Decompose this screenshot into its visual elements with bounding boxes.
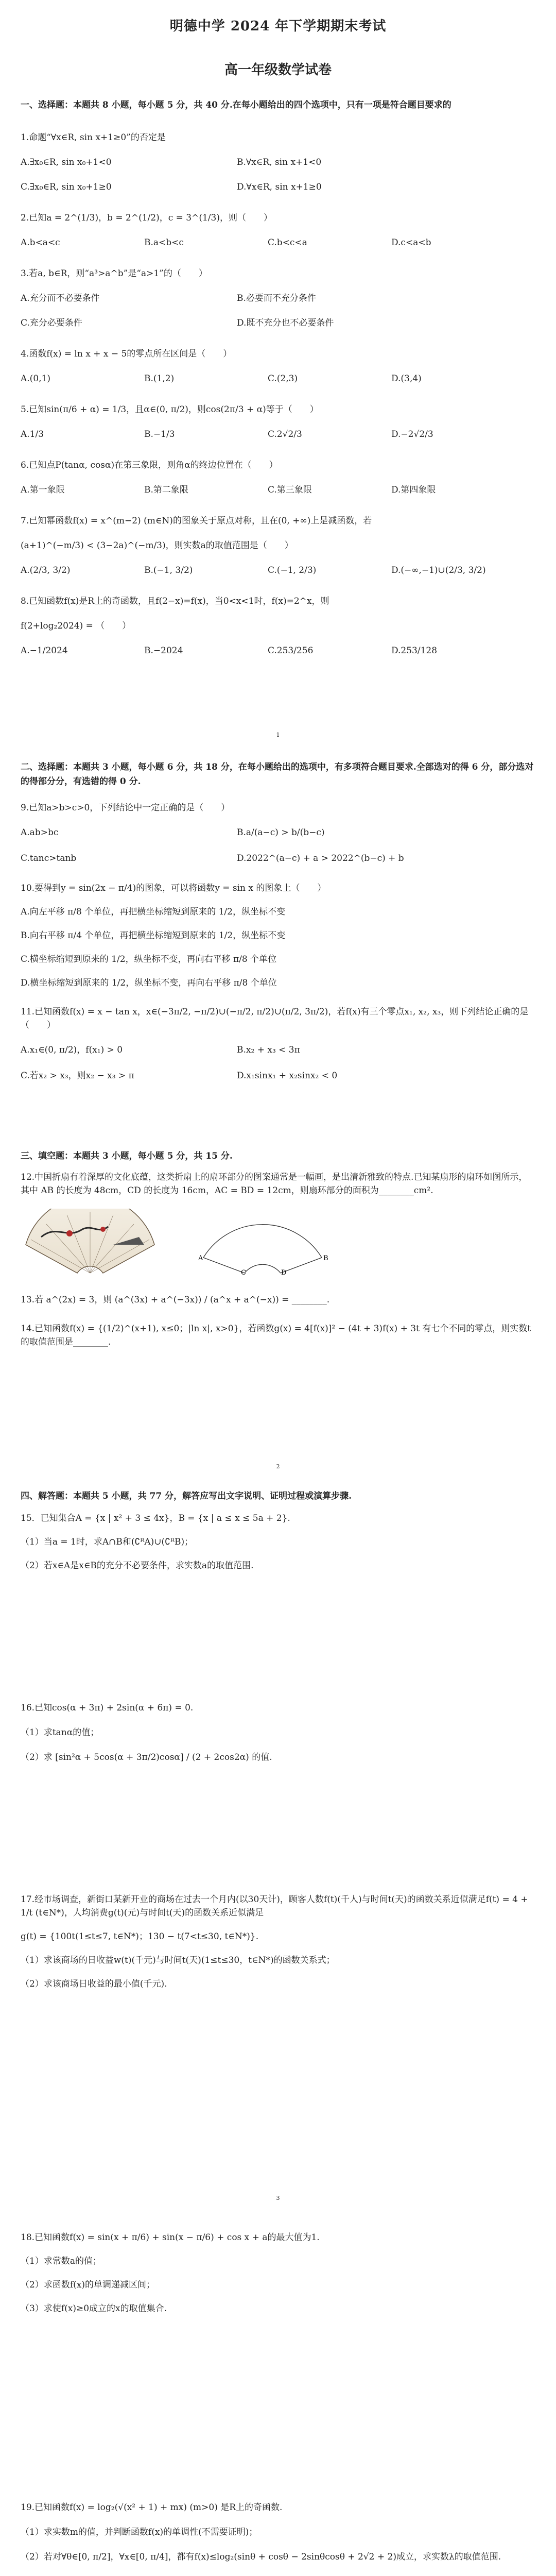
point-d-label: D (281, 1269, 287, 1276)
question-18 (21, 2231, 535, 2315)
section-2-heading: 二、选择题：本题共 3 小题，每小题 6 分，共 18 分，在每小题给出的选项中，有多项符合题目要求.全部选对的得 6 分，部分选对的得部分分，有选错的得 0 分. (21, 762, 534, 787)
q10-option-d: D.横坐标缩短到原来的 1/2，纵坐标不变，再向右平移 π/8 个单位 (21, 978, 277, 988)
section-1 (0, 98, 556, 657)
question-16 (21, 1701, 535, 1764)
question-14: 14.已知函数f(x) = {(1/2)^(x+1), x≤0；|ln x|, x>0}，若函数g(x) = 4[f(x)]² − (4t + 3)f(x) + 3t 有七个不同的零点，则实数t的取值范围是________. (21, 1324, 531, 1347)
q11-option-a: A.x₁∈(0, π/2)，f(x₁) > 0 (21, 1045, 123, 1055)
q1-option-d: D.∀x∈R, sin x+1≥0 (237, 182, 322, 192)
question-12: 12.中国折扇有着深厚的文化底蕴，这类折扇上的扇环部分的图案通常是一幅画，是出清新雅致的特点.已知某扇形的扇环如图所示，其中 AB 的长度为 48cm，CD 的长度为 16cm，AC = BD = 12cm，则扇环部分的面积为________cm². (21, 1172, 528, 1196)
q6-option-d: D.第四象限 (391, 485, 436, 495)
q10-option-b: B.向右平移 π/4 个单位，再把横坐标缩短到原来的 1/2，纵坐标不变 (21, 930, 286, 941)
q15-stem: 15．已知集合A = {x | x² + 3 ≤ 4x}，B = {x | a ≤ x ≤ 5a + 2}. (21, 1513, 290, 1523)
q3-option-d: D.既不充分也不必要条件 (237, 318, 334, 328)
q9-option-d: D.2022^(a−c) + a > 2022^(b−c) + b (237, 853, 404, 863)
question-3 (21, 267, 535, 330)
question-19 (21, 2501, 535, 2576)
q11-option-b: B.x₂ + x₃ < 3π (237, 1045, 300, 1055)
fan-ring-diagram (196, 1209, 329, 1276)
folding-fan-illustration (21, 1209, 160, 1276)
q4-option-c: C.(2,3) (268, 374, 298, 384)
q2-option-c: C.b<c<a (268, 238, 307, 248)
q15-part-2: （2）若x∈A是x∈B的充分不必要条件，求实数a的取值范围. (21, 1561, 254, 1571)
q17-part-2: （2）求该商场日收益的最小值(千元). (21, 1979, 167, 1989)
q18-stem: 18.已知函数f(x) = sin(x + π/6) + sin(x − π/6) + cos x + a的最大值为1. (21, 2232, 320, 2243)
section-3-heading: 三、填空题：本题共 3 小题，每小题 5 分，共 15 分. (21, 1151, 233, 1161)
question-8 (21, 595, 535, 657)
q10-stem: 10.要得到y = sin(2x − π/4)的图象，可以将函数y = sin x 的图象上（ ） (21, 883, 326, 893)
q7-option-b: B.(−1, 3/2) (144, 565, 193, 575)
q8-stem: 8.已知函数f(x)是R上的奇函数，且f(2−x)=f(x)，当0<x<1时，f(x)=2^x，则 (21, 596, 329, 606)
q17-stem-2: g(t) = {100t(1≤t≤7, t∈N*)；130 − t(7<t≤30, t∈N*)}. (21, 1931, 259, 1942)
exam-header (0, 15, 556, 78)
q9-option-a: A.ab>bc (21, 827, 59, 838)
q6-option-b: B.第二象限 (144, 485, 188, 495)
q16-part-1: （1）求tanα的值； (21, 1727, 99, 1738)
q2-option-a: A.b<a<c (21, 238, 60, 248)
q7-stem: 7.已知幂函数f(x) = x^(m−2) (m∈N)的图象关于原点对称，且在(0, +∞)上是减函数，若 (21, 516, 372, 526)
q7-stem-2: (a+1)^(−m/3) < (3−2a)^(−m/3)，则实数a的取值范围是（ ） (21, 540, 293, 551)
q7-option-d: D.(−∞,−1)∪(2/3, 3/2) (391, 565, 486, 575)
point-b-label: B (323, 1255, 328, 1262)
question-2 (21, 211, 535, 249)
q2-option-d: D.c<a<b (391, 238, 431, 248)
point-c-label: C (241, 1269, 246, 1276)
question-9 (21, 801, 535, 865)
q9-option-c: C.tanc>tanb (21, 853, 77, 863)
q5-option-a: A.1/3 (21, 429, 44, 439)
q18-part-1: （1）求常数a的值； (21, 2256, 101, 2266)
question-11 (21, 1005, 535, 1082)
q4-option-b: B.(1,2) (144, 374, 175, 384)
exam-subtitle: 高一年级数学试卷 (224, 62, 332, 78)
exam-title: 明德中学 2024 年下学期期末考试 (169, 19, 387, 34)
q3-option-c: C.充分必要条件 (21, 318, 82, 328)
q11-option-c: C.若x₂ > x₃，则x₂ − x₃ > π (21, 1071, 134, 1081)
q8-option-d: D.253/128 (391, 646, 438, 656)
q6-option-c: C.第三象限 (268, 485, 312, 495)
q18-part-3: （3）求使f(x)≥0成立的x的取值集合. (21, 2303, 167, 2314)
q2-stem: 2.已知a = 2^(1/3)，b = 2^(1/2)，c = 3^(1/3)，则（ ） (21, 213, 272, 223)
q10-option-a: A.向左平移 π/8 个单位，再把横坐标缩短到原来的 1/2，纵坐标不变 (21, 907, 285, 917)
q18-part-2: （2）求函数f(x)的单调递减区间； (21, 2280, 155, 2290)
section-4-continued (0, 2231, 556, 2576)
q7-option-c: C.(−1, 2/3) (268, 565, 317, 575)
section-3 (0, 1149, 556, 1349)
q7-option-a: A.(2/3, 3/2) (21, 565, 71, 575)
section-1-heading: 一、选择题：本题共 8 小题，每小题 5 分，共 40 分.在每小题给出的四个选项中，只有一项是符合题目要求的 (21, 100, 451, 110)
q1-stem: 1.命题“∀x∈R, sin x+1≥0”的否定是 (21, 132, 166, 143)
q8-option-c: C.253/256 (268, 646, 314, 656)
q1-option-b: B.∀x∈R, sin x+1<0 (237, 157, 322, 167)
q16-stem: 16.已知cos(α + 3π) + 2sin(α + 6π) = 0. (21, 1703, 194, 1713)
q4-option-d: D.(3,4) (391, 374, 422, 384)
q1-option-a: A.∃x₀∈R, sin x₀+1<0 (21, 157, 112, 167)
q5-option-c: C.2√2/3 (268, 429, 302, 439)
q3-stem: 3.若a, b∈R，则“a³>a^b”是“a>1”的（ ） (21, 268, 207, 279)
q3-option-a: A.充分而不必要条件 (21, 293, 100, 303)
section-4-heading: 四、解答题：本题共 5 小题，共 77 分，解答应写出文字说明、证明过程或演算步骤. (21, 1491, 352, 1501)
q11-stem: 11.已知函数f(x) = x − tan x，x∈(−3π/2, −π/2)∪(−π/2, π/2)∪(π/2, 3π/2)，若f(x)有三个零点x₁, x₂, x₃，则下列结论正确的是（ ） (21, 1007, 529, 1030)
q8-option-b: B.−2024 (144, 646, 183, 656)
q19-part-1: （1）求实数m的值，并判断函数f(x)的单调性(不需要证明)； (21, 2527, 258, 2537)
section-2 (0, 760, 556, 1082)
q3-option-b: B.必要而不充分条件 (237, 293, 316, 303)
q9-option-b: B.a/(a−c) > b/(b−c) (237, 827, 325, 838)
page-number-1: 1 (276, 732, 280, 738)
q4-option-a: A.(0,1) (21, 374, 50, 384)
question-10 (21, 882, 535, 990)
q17-part-1: （1）求该商场的日收益w(t)(千元)与时间t(天)(1≤t≤30，t∈N*)的函数关系式； (21, 1955, 335, 1965)
q8-stem-2: f(2+log₂2024) = （ ） (21, 621, 131, 631)
question-7 (21, 514, 535, 577)
q15-part-1: （1）当a = 1时，求A∩B和(∁ᴿA)∪(∁ᴿB)； (21, 1537, 194, 1547)
q19-stem: 19.已知函数f(x) = log₂(√(x² + 1) + mx) (m>0) 是R上的奇函数. (21, 2502, 283, 2513)
point-a-label: A (198, 1255, 203, 1262)
q10-option-c: C.横坐标缩短到原来的 1/2，纵坐标不变，再向右平移 π/8 个单位 (21, 954, 277, 964)
question-13: 13.若 a^(2x) = 3，则 (a^(3x) + a^(−3x)) / (a^x + a^(−x)) = ________. (21, 1295, 330, 1305)
q6-option-a: A.第一象限 (21, 485, 65, 495)
q4-stem: 4.函数f(x) = ln x + x − 5的零点所在区间是（ ） (21, 349, 232, 359)
q9-stem: 9.已知a>b>c>0，下列结论中一定正确的是（ ） (21, 803, 230, 813)
section-4 (0, 1489, 556, 1991)
question-1 (21, 131, 535, 194)
q6-stem: 6.已知点P(tanα, cosα)在第三象限，则角α的终边位置在（ ） (21, 460, 278, 470)
q11-option-d: D.x₁sinx₁ + x₂sinx₂ < 0 (237, 1071, 338, 1081)
q5-option-d: D.−2√2/3 (391, 429, 433, 439)
q16-part-2: （2）求 [sin²α + 5cos(α + 3π/2)cosα] / (2 + 2cos2α) 的值. (21, 1752, 272, 1762)
fan-figures (21, 1209, 535, 1276)
q8-option-a: A.−1/2024 (21, 646, 68, 656)
q17-stem: 17.经市场调查，新街口某新开业的商场在过去一个月内(以30天计)，顾客人数f(t)(千人)与时间t(天)的函数关系近似满足f(t) = 4 + 1/t (t∈N*)，人均消费g(t)(元)与时间t(天)的函数关系近似满足 (21, 1894, 528, 1918)
q5-option-b: B.−1/3 (144, 429, 175, 439)
page-number-3: 3 (276, 2195, 280, 2201)
q19-part-2: （2）若对∀θ∈[0, π/2]，∀x∈[0, π/4]，都有f(x)≤log₂(sinθ + cosθ − 2sinθcosθ + 2√2 + 2)成立，求实数λ的取值范围. (21, 2552, 501, 2562)
q2-option-b: B.a<b<c (144, 238, 184, 248)
question-17 (21, 1893, 535, 1991)
question-4 (21, 347, 535, 385)
page-number-2: 2 (276, 1463, 280, 1470)
q5-stem: 5.已知sin(π/6 + α) = 1/3，且α∈(0, π/2)，则cos(2π/3 + α)等于（ ） (21, 404, 319, 415)
question-5 (21, 403, 535, 441)
question-15 (21, 1512, 535, 1572)
question-6 (21, 459, 535, 497)
q1-option-c: C.∃x₀∈R, sin x₀+1≥0 (21, 182, 112, 192)
